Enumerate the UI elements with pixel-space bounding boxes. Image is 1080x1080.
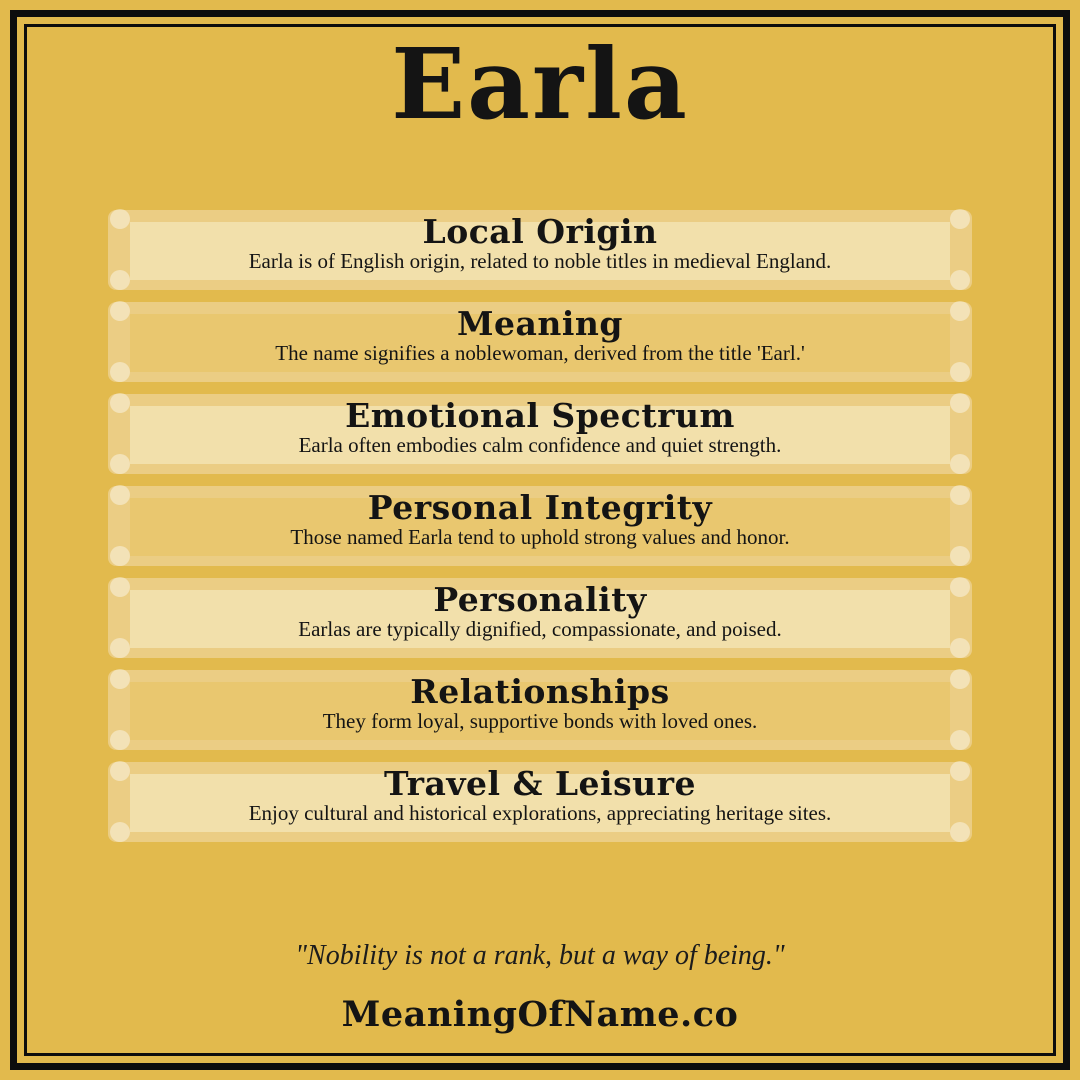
scroll-knob-icon — [110, 822, 130, 842]
footer-quote: "Nobility is not a rank, but a way of being." — [295, 940, 785, 971]
section-title: Local Origin — [422, 212, 658, 251]
section-personality — [108, 578, 972, 658]
section-description: They form loyal, supportive bonds with loved ones. — [322, 709, 758, 733]
section-relationships — [108, 670, 972, 750]
scroll-knob-icon — [110, 546, 130, 566]
section-title: Travel & Leisure — [383, 764, 697, 803]
page-title: Earla — [391, 27, 689, 141]
scroll-knob-icon — [110, 730, 130, 750]
section-title: Personal Integrity — [367, 488, 713, 527]
scroll-knob-icon — [950, 270, 970, 290]
scroll-knob-icon — [950, 730, 970, 750]
section-content — [108, 486, 972, 549]
section-description: The name signifies a noblewoman, derived from the title 'Earl.' — [275, 341, 805, 365]
scroll-knob-icon — [950, 638, 970, 658]
section-title: Relationships — [410, 672, 670, 711]
scroll-knob-icon — [110, 362, 130, 382]
section-description: Those named Earla tend to uphold strong values and honor. — [290, 525, 790, 549]
section-title: Personality — [433, 580, 647, 619]
scroll-knob-icon — [950, 454, 970, 474]
scroll-knob-icon — [950, 362, 970, 382]
section-title: Meaning — [456, 304, 623, 343]
sections-list — [108, 210, 972, 842]
section-meaning — [108, 302, 972, 382]
scroll-knob-icon — [110, 270, 130, 290]
scroll-knob-icon — [110, 638, 130, 658]
section-description: Earlas are typically dignified, compassionate, and poised. — [298, 617, 782, 641]
section-title: Emotional Spectrum — [345, 396, 735, 435]
brand-name: MeaningOfName.co — [341, 994, 739, 1035]
section-local-origin — [108, 210, 972, 290]
section-personal-integrity — [108, 486, 972, 566]
section-content — [108, 578, 972, 641]
section-description: Earla is of English origin, related to noble titles in medieval England. — [248, 249, 832, 273]
section-description: Earla often embodies calm confidence and quiet strength. — [298, 433, 782, 457]
scroll-knob-icon — [110, 454, 130, 474]
section-travel-leisure — [108, 762, 972, 842]
scroll-knob-icon — [950, 822, 970, 842]
section-description: Enjoy cultural and historical explorations, appreciating heritage sites. — [248, 801, 832, 825]
section-content — [108, 394, 972, 457]
section-content — [108, 302, 972, 365]
scroll-knob-icon — [950, 546, 970, 566]
section-content — [108, 762, 972, 825]
section-content — [108, 210, 972, 273]
section-emotional-spectrum — [108, 394, 972, 474]
section-content — [108, 670, 972, 733]
